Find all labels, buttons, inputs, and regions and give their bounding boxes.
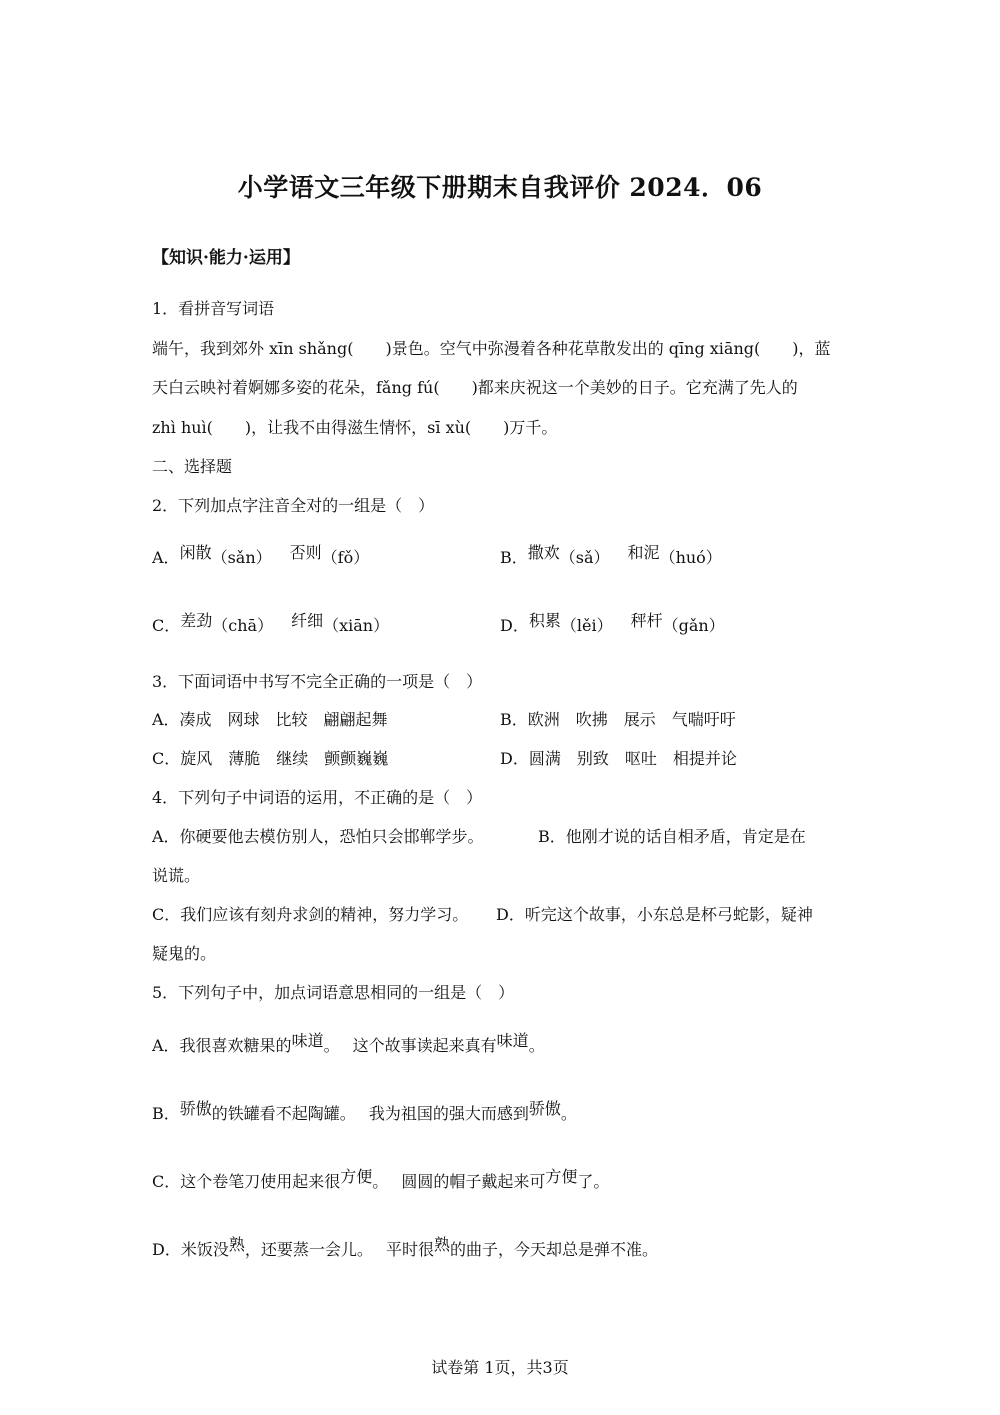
q1-line-1: 端午，我到郊外 xīn shǎng( )景色。空气中弥漫着各种花草散发出的 qīng xiāng( )，蓝: [152, 339, 831, 358]
part2-heading: 二、选择题: [152, 457, 233, 476]
q3-option-c: C．旋风 薄脆 继续 颤颤巍巍: [152, 749, 389, 768]
q2-stem: 2．下列加点字注音全对的一组是（ ）: [152, 496, 435, 515]
q4-stem: 4．下列句子中词语的运用，不正确的是（ ）: [152, 788, 483, 807]
text: ，还要蒸一会儿。 平时很: [244, 1240, 434, 1259]
dotted-word: 方便: [545, 1167, 578, 1186]
q5-option-d: [152, 1237, 658, 1263]
dotted-word: 秤杆: [630, 611, 663, 630]
option-label: C．: [152, 616, 181, 635]
text: 的曲子，今天却总是弹不准。: [449, 1240, 658, 1259]
text: D．米饭没: [152, 1240, 229, 1259]
option-label: A．: [152, 548, 180, 567]
dotted-word: 骄傲: [528, 1099, 561, 1118]
text: B．: [152, 1104, 180, 1123]
text: 了。: [577, 1172, 610, 1191]
text: 。: [560, 1104, 577, 1123]
section-heading: 【知识·能力·运用】: [152, 248, 300, 268]
q1-line-3: zhì huì( )，让我不由得滋生情怀，sī xù( )万千。: [152, 418, 558, 437]
q3-option-a: A．凑成 网球 比较 翩翩起舞: [152, 710, 388, 729]
pinyin: （sǎn）: [211, 548, 272, 567]
pinyin: （chā）: [212, 616, 274, 635]
text: 。 圆圆的帽子戴起来可: [372, 1172, 546, 1191]
q3-option-b: B．欧洲 吹拂 展示 气喘吁吁: [500, 710, 736, 729]
pinyin: （sǎ）: [559, 548, 610, 567]
dotted-word: 否则: [289, 543, 322, 562]
dotted-word: 差劲: [180, 611, 213, 630]
q1-line-2: 天白云映衬着婀娜多姿的花朵，fǎng fú( )都来庆祝这一个美妙的日子。它充满了先人的: [152, 378, 798, 397]
q4-option-b: B．他刚才说的话自相矛盾，肯定是在: [538, 827, 806, 846]
pinyin: （fǒ）: [321, 548, 370, 567]
q4-option-b-cont: 说谎。: [152, 866, 201, 885]
q4-option-d: D．听完这个故事，小东总是杯弓蛇影，疑神: [496, 905, 813, 924]
dotted-word: 熟: [228, 1235, 245, 1254]
dotted-word: 和泥: [627, 543, 660, 562]
q3-stem: 3．下面词语中书写不完全正确的一项是（ ）: [152, 672, 483, 691]
q2-option-d: [500, 613, 725, 639]
q5-stem: 5．下列句子中，加点词语意思相同的一组是（ ）: [152, 983, 515, 1002]
dotted-word: 撒欢: [527, 543, 560, 562]
q2-option-a: [152, 545, 369, 571]
pinyin: （gǎn）: [662, 616, 725, 635]
dotted-word: 骄傲: [179, 1099, 212, 1118]
q2-option-b: [500, 545, 722, 571]
q4-option-a: A．你硬要他去模仿别人，恐怕只会邯郸学步。: [152, 827, 484, 846]
dotted-word: 方便: [340, 1167, 373, 1186]
option-label: B．: [500, 548, 528, 567]
pinyin: （huó）: [659, 548, 722, 567]
dotted-word: 闲散: [179, 543, 212, 562]
pinyin: （xiān）: [323, 616, 390, 635]
q5-option-a: [152, 1033, 545, 1059]
q1-stem: 1．看拼音写词语: [152, 299, 275, 318]
q4-option-c: C．我们应该有刻舟求剑的精神，努力学习。: [152, 905, 469, 924]
option-label: D．: [500, 616, 529, 635]
dotted-word: 积累: [528, 611, 561, 630]
dotted-word: 味道: [291, 1031, 324, 1050]
q5-option-c: [152, 1169, 609, 1195]
dotted-word: 味道: [496, 1031, 529, 1050]
text: 。: [528, 1036, 545, 1055]
text: A．我很喜欢糖果的: [152, 1036, 292, 1055]
q3-option-d: D．圆满 别致 呕吐 相提并论: [500, 749, 737, 768]
dotted-word: 熟: [433, 1235, 450, 1254]
text: 的铁罐看不起陶罐。 我为祖国的强大而感到: [211, 1104, 529, 1123]
q2-option-c: [152, 613, 389, 639]
page-footer: 试卷第 1页，共3页: [431, 1358, 569, 1377]
q4-option-d-cont: 疑鬼的。: [152, 944, 217, 963]
page-title: 小学语文三年级下册期末自我评价 2024．06: [237, 173, 763, 202]
pinyin: （lěi）: [560, 616, 613, 635]
q5-option-b: [152, 1101, 577, 1127]
text: 。 这个故事读起来真有: [323, 1036, 497, 1055]
text: C．这个卷笔刀使用起来很: [152, 1172, 341, 1191]
dotted-word: 纤细: [291, 611, 324, 630]
